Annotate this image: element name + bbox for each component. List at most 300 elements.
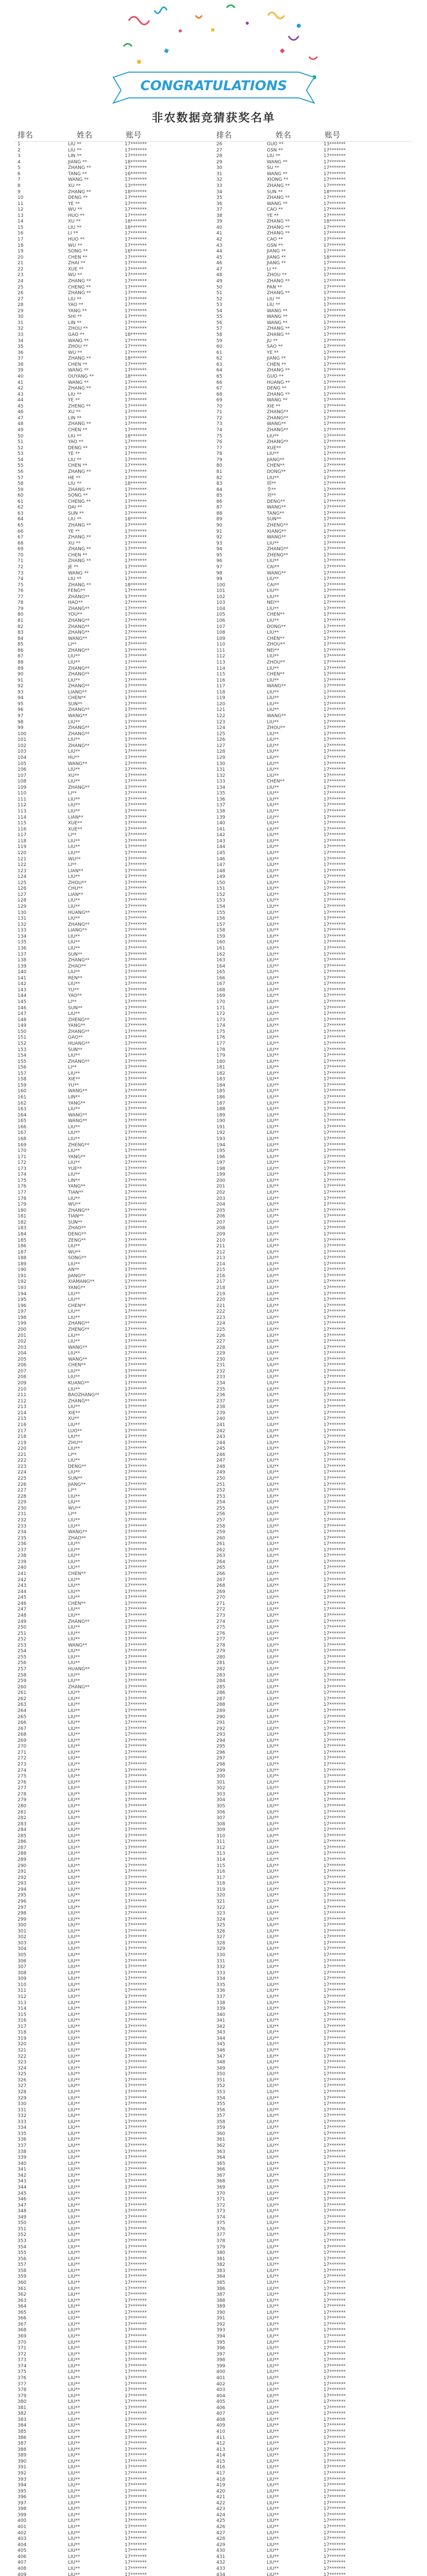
row-name: DENG ** <box>267 386 287 392</box>
table-row <box>14 869 213 875</box>
row-name: LIU** <box>68 2399 80 2405</box>
row-account: 17******* <box>125 552 147 558</box>
row-account: 17******* <box>125 1089 147 1094</box>
row-rank: 98 <box>216 570 223 576</box>
table-row <box>14 2513 213 2519</box>
row-account: 17******* <box>125 1404 147 1410</box>
table-row <box>14 243 213 249</box>
row-account: 17******* <box>323 1488 346 1494</box>
row-name: LIU** <box>267 1053 279 1059</box>
table-row <box>213 571 412 577</box>
table-row <box>213 714 412 720</box>
row-account: 17******* <box>125 1625 147 1631</box>
table-row <box>213 2131 412 2138</box>
table-row <box>213 660 412 666</box>
table-row <box>14 2429 213 2435</box>
row-rank: 136 <box>18 945 27 951</box>
row-name: LIU** <box>267 2459 279 2464</box>
row-account: 18******* <box>125 517 147 522</box>
row-name: WANG ** <box>68 380 89 385</box>
row-name: LIU** <box>68 1887 80 1892</box>
table-row <box>14 469 213 476</box>
row-name: LIU** <box>68 2375 80 2381</box>
row-rank: 16 <box>18 231 24 236</box>
row-name: ZHANG** <box>68 1619 90 1624</box>
row-rank: 230 <box>216 1357 226 1362</box>
row-account: 17******* <box>125 1440 147 1446</box>
row-name: LIU** <box>68 1339 80 1345</box>
table-row <box>213 1208 412 1214</box>
table-row <box>213 1565 412 1571</box>
row-name: LIU** <box>267 987 279 993</box>
row-account: 17******* <box>125 2197 147 2202</box>
row-name: LI** <box>68 833 77 838</box>
row-rank: 41 <box>216 231 223 236</box>
row-account: 17******* <box>323 1393 346 1398</box>
row-name: DENG** <box>267 499 285 504</box>
row-account: 17******* <box>323 392 346 397</box>
row-rank: 176 <box>216 1035 226 1041</box>
row-account: 17******* <box>125 1517 147 1523</box>
table-row <box>213 2245 412 2251</box>
row-account: 17******* <box>323 761 346 767</box>
row-rank: 179 <box>18 1202 27 1208</box>
row-rank: 375 <box>18 2369 27 2375</box>
row-name: LIU** <box>267 2155 279 2161</box>
row-name: LIU** <box>68 2095 80 2101</box>
row-name: LIU** <box>267 689 279 695</box>
table-row <box>14 761 213 768</box>
table-row <box>213 1827 412 1834</box>
table-row <box>213 1726 412 1733</box>
row-rank: 56 <box>216 320 223 326</box>
row-name: LIU** <box>267 1464 279 1469</box>
row-account: 17******* <box>125 588 147 594</box>
row-account: 17******* <box>323 1303 346 1309</box>
row-account: 17******* <box>125 1720 147 1726</box>
table-row <box>14 1172 213 1178</box>
row-account: 17******* <box>323 773 346 778</box>
row-account: 17******* <box>323 1988 346 1994</box>
table-row <box>14 1315 213 1321</box>
row-account: 17******* <box>323 231 346 236</box>
row-account: 17******* <box>125 2089 147 2095</box>
row-name: LIN ** <box>68 320 82 326</box>
row-account: 17******* <box>323 1512 346 1517</box>
row-account: 17******* <box>323 821 346 826</box>
row-rank: 252 <box>18 1637 27 1642</box>
row-account: 17******* <box>125 2495 147 2500</box>
row-rank: 40 <box>216 225 223 230</box>
row-account: 17******* <box>125 958 147 963</box>
row-rank: 160 <box>18 1089 27 1094</box>
row-name: ZHENG** <box>68 1327 90 1332</box>
row-name: WANG** <box>68 1089 88 1094</box>
row-name: LIU** <box>267 1798 279 1803</box>
row-name: LIU** <box>68 719 80 725</box>
row-rank: 266 <box>18 1720 27 1726</box>
row-account: 17******* <box>125 1214 147 1219</box>
row-account: 17******* <box>323 654 346 659</box>
table-row <box>14 946 213 952</box>
row-rank: 401 <box>216 2375 226 2381</box>
row-rank: 240 <box>18 1565 27 1571</box>
table-row <box>14 1869 213 1875</box>
row-rank: 321 <box>216 1899 226 1904</box>
row-rank: 119 <box>18 844 27 850</box>
row-rank: 270 <box>216 1595 226 1601</box>
table-row <box>213 374 412 380</box>
row-account: 17******* <box>125 940 147 945</box>
row-name: LIU** <box>267 1935 279 1940</box>
row-rank: 110 <box>18 791 27 796</box>
row-rank: 434 <box>216 2572 226 2576</box>
row-account: 17******* <box>125 1530 147 1535</box>
table-row <box>14 1047 213 1054</box>
table-row <box>213 2167 412 2173</box>
row-name: LIU** <box>267 1946 279 1952</box>
row-rank: 57 <box>18 475 24 481</box>
table-row <box>14 1839 213 1845</box>
table-row <box>14 1250 213 1256</box>
row-name: LIU** <box>267 2191 279 2196</box>
row-rank: 130 <box>216 761 226 767</box>
row-account: 17******* <box>125 2447 147 2452</box>
table-row <box>14 2328 213 2334</box>
table-row <box>14 779 213 785</box>
row-account: 17******* <box>323 582 346 588</box>
table-row <box>14 672 213 678</box>
row-account: 17******* <box>125 535 147 540</box>
row-rank: 227 <box>216 1339 226 1345</box>
table-row <box>213 1404 412 1411</box>
row-account: 17******* <box>323 2006 346 2012</box>
table-row <box>213 2042 412 2048</box>
row-name: LIU** <box>267 2334 279 2339</box>
table-row <box>14 404 213 410</box>
row-account: 17******* <box>125 761 147 767</box>
row-account: 17******* <box>125 2328 147 2333</box>
row-name: ZHANG** <box>68 785 90 790</box>
table-row <box>14 928 213 934</box>
row-rank: 219 <box>18 1440 27 1446</box>
row-rank: 224 <box>216 1321 226 1327</box>
row-rank: 357 <box>216 2113 226 2119</box>
table-row <box>213 976 412 982</box>
table-row <box>14 1726 213 1733</box>
row-rank: 279 <box>216 1649 226 1654</box>
row-rank: 65 <box>18 523 24 528</box>
row-rank: 66 <box>216 380 223 385</box>
row-account: 17******* <box>323 1267 346 1273</box>
row-rank: 366 <box>216 2167 226 2173</box>
row-account: 17******* <box>323 2477 346 2482</box>
row-account: 17******* <box>323 993 346 999</box>
row-rank: 276 <box>216 1631 226 1636</box>
row-name: LIU ** <box>68 517 82 522</box>
row-rank: 320 <box>18 2042 27 2047</box>
table-row <box>14 964 213 970</box>
row-rank: 205 <box>216 1208 226 1213</box>
row-rank: 185 <box>216 1089 226 1094</box>
row-name: LIU** <box>267 701 279 707</box>
row-account: 17******* <box>323 1756 346 1761</box>
table-row <box>14 1018 213 1024</box>
row-rank: 164 <box>216 963 226 969</box>
row-rank: 74 <box>216 428 223 433</box>
table-row <box>213 1792 412 1798</box>
row-account: 17******* <box>125 1428 147 1434</box>
table-row <box>213 2489 412 2495</box>
row-name: LIU** <box>68 2423 80 2429</box>
row-name: LIU** <box>68 2089 80 2095</box>
row-rank: 209 <box>18 1381 27 1386</box>
table-row <box>213 1363 412 1369</box>
row-name: CHEN** <box>68 1363 86 1368</box>
row-account: 17******* <box>323 1434 346 1440</box>
row-account: 17******* <box>125 880 147 886</box>
row-name: NEI** <box>267 648 280 653</box>
table-row <box>213 720 412 726</box>
table-row <box>213 1667 412 1673</box>
row-name: LIU** <box>68 1911 80 1917</box>
row-name: LIU** <box>68 1654 80 1660</box>
row-account: 17******* <box>125 910 147 916</box>
row-name: ZHOU ** <box>68 326 88 332</box>
row-name: LIU** <box>68 1375 80 1380</box>
row-rank: 35 <box>18 344 24 350</box>
table-row <box>14 261 213 267</box>
table-row <box>213 1333 412 1340</box>
row-account: 17******* <box>125 1357 147 1362</box>
row-account: 17******* <box>125 1226 147 1231</box>
row-account: 17******* <box>323 1923 346 1928</box>
row-account: 17******* <box>323 2512 346 2518</box>
row-rank: 314 <box>216 1857 226 1862</box>
table-row <box>213 2268 412 2275</box>
table-row <box>14 1607 213 1613</box>
row-rank: 215 <box>216 1267 226 1273</box>
row-name: LIU** <box>267 451 279 457</box>
row-name: LIU** <box>68 2411 80 2417</box>
row-account: 17******* <box>323 1905 346 1910</box>
table-row <box>14 1422 213 1429</box>
row-rank: 317 <box>18 2024 27 2029</box>
row-rank: 184 <box>18 1231 27 1237</box>
row-account: 17******* <box>125 1488 147 1494</box>
row-account: 17******* <box>125 475 147 481</box>
table-row <box>14 1732 213 1738</box>
table-row <box>213 1822 412 1828</box>
row-rank: 54 <box>216 308 223 314</box>
row-rank: 232 <box>18 1517 27 1523</box>
row-account: 17******* <box>125 2542 147 2548</box>
row-name: LIU** <box>267 1768 279 1773</box>
row-name: LIU** <box>267 1893 279 1899</box>
table-row <box>213 1494 412 1500</box>
row-name: LIU** <box>68 970 80 975</box>
row-account: 17******* <box>125 201 147 207</box>
row-name: LIU** <box>267 1535 279 1541</box>
row-account: 17******* <box>323 1309 346 1315</box>
row-account: 17******* <box>323 1720 346 1726</box>
row-name: ZHANG** <box>68 606 90 612</box>
row-account: 17******* <box>323 1917 346 1922</box>
row-rank: 84 <box>216 487 223 493</box>
table-row <box>14 362 213 368</box>
row-name: CHENG ** <box>68 284 91 290</box>
row-name: CAO ** <box>267 207 283 213</box>
row-rank: 57 <box>216 326 223 332</box>
row-account: 17******* <box>125 2262 147 2268</box>
row-rank: 283 <box>18 1821 27 1827</box>
row-rank: 87 <box>18 654 24 659</box>
row-rank: 274 <box>18 1768 27 1773</box>
row-rank: 193 <box>18 1285 27 1291</box>
row-name: LIU** <box>267 731 279 737</box>
table-row <box>213 1184 412 1190</box>
row-rank: 40 <box>18 374 24 379</box>
table-row <box>14 2054 213 2060</box>
row-name: LIU** <box>267 1440 279 1446</box>
table-row <box>14 1500 213 1506</box>
row-rank: 311 <box>216 1839 226 1845</box>
table-row <box>14 1637 213 1643</box>
row-rank: 4 <box>18 159 21 165</box>
row-account: 17******* <box>125 1535 147 1541</box>
row-name: LIU** <box>68 1625 80 1631</box>
table-row <box>14 737 213 743</box>
row-rank: 359 <box>216 2125 226 2131</box>
row-name: ZHANG ** <box>267 183 290 189</box>
row-rank: 338 <box>216 2000 226 2006</box>
row-name: LIU** <box>267 1273 279 1279</box>
row-name: LIU** <box>68 1679 80 1684</box>
row-name: LIU** <box>267 1077 279 1082</box>
row-rank: 82 <box>18 624 24 630</box>
row-account: 18******* <box>125 433 147 439</box>
table-row <box>213 2048 412 2054</box>
row-rank: 293 <box>216 1732 226 1738</box>
row-name: LIU** <box>68 1649 80 1654</box>
row-rank: 282 <box>216 1667 226 1672</box>
table-row <box>213 1315 412 1321</box>
row-rank: 216 <box>18 1422 27 1428</box>
row-name: LIU** <box>68 749 80 755</box>
row-name: LIAN** <box>68 868 83 874</box>
row-name: SONG ** <box>68 249 88 255</box>
row-rank: 239 <box>18 1559 27 1565</box>
row-rank: 130 <box>18 910 27 916</box>
row-rank: 89 <box>216 517 223 522</box>
table-row <box>14 654 213 660</box>
row-name: LIU** <box>68 1732 80 1738</box>
row-account: 17******* <box>323 1160 346 1166</box>
row-account: 17******* <box>125 326 147 332</box>
row-account: 17******* <box>125 2042 147 2047</box>
table-row <box>14 558 213 565</box>
table-row <box>14 2096 213 2102</box>
row-rank: 403 <box>18 2536 27 2542</box>
row-name: LIU** <box>267 677 279 683</box>
row-name: LIU** <box>267 1238 279 1243</box>
table-row <box>14 1911 213 1917</box>
row-account: 17******* <box>125 1631 147 1636</box>
row-account: 17******* <box>125 2399 147 2405</box>
row-rank: 138 <box>18 958 27 963</box>
row-account: 17******* <box>125 934 147 939</box>
row-account: 17******* <box>125 1482 147 1487</box>
row-rank: 93 <box>216 540 223 546</box>
row-name: LIU** <box>68 2500 80 2506</box>
table-row <box>14 1822 213 1828</box>
row-name: LIU** <box>267 1553 279 1559</box>
table-row <box>213 529 412 535</box>
row-account: 17******* <box>323 2554 346 2560</box>
row-rank: 421 <box>216 2495 226 2500</box>
table-row <box>14 1923 213 1929</box>
row-rank: 172 <box>18 1160 27 1166</box>
row-account: 17******* <box>125 2346 147 2351</box>
row-name: SUN ** <box>267 189 283 195</box>
row-rank: 257 <box>216 1517 226 1523</box>
row-rank: 364 <box>216 2155 226 2161</box>
row-rank: 170 <box>216 999 226 1005</box>
row-name: XUE** <box>267 445 281 451</box>
row-rank: 338 <box>18 2149 27 2155</box>
row-account: 17******* <box>323 570 346 576</box>
row-account: 17******* <box>125 2214 147 2220</box>
table-row <box>14 2459 213 2465</box>
row-name: LIU** <box>267 1780 279 1785</box>
row-account: 17******* <box>323 2077 346 2083</box>
row-rank: 109 <box>18 785 27 790</box>
table-row <box>14 1125 213 1131</box>
table-row <box>213 249 412 255</box>
table-row <box>213 1035 412 1041</box>
table-row <box>14 2197 213 2203</box>
table-row <box>14 380 213 386</box>
table-row <box>213 2548 412 2554</box>
row-account: 17******* <box>125 1589 147 1595</box>
row-rank: 310 <box>18 1982 27 1988</box>
table-row <box>213 297 412 303</box>
row-rank: 345 <box>18 2191 27 2196</box>
row-account: 17******* <box>125 1172 147 1178</box>
table-row <box>14 314 213 320</box>
row-account: 18******* <box>125 374 147 379</box>
row-name: LIU** <box>267 1732 279 1738</box>
row-account: 17******* <box>125 1041 147 1046</box>
row-rank: 105 <box>216 612 226 618</box>
row-rank: 85 <box>216 493 223 499</box>
row-rank: 164 <box>18 1112 27 1118</box>
table-row <box>14 195 213 201</box>
row-name: LIU** <box>267 2530 279 2536</box>
row-rank: 262 <box>18 1696 27 1702</box>
table-row <box>14 517 213 523</box>
row-name: ZHENG** <box>68 1017 90 1023</box>
row-name: LIU** <box>68 934 80 939</box>
table-row <box>213 1690 412 1697</box>
row-name: ZHANG ** <box>68 582 91 588</box>
table-row <box>14 630 213 636</box>
row-account: 17******* <box>323 1571 346 1577</box>
table-row <box>213 2221 412 2227</box>
row-rank: 102 <box>216 594 226 600</box>
row-name: LIU** <box>68 2560 80 2566</box>
row-account: 17******* <box>323 1256 346 1261</box>
